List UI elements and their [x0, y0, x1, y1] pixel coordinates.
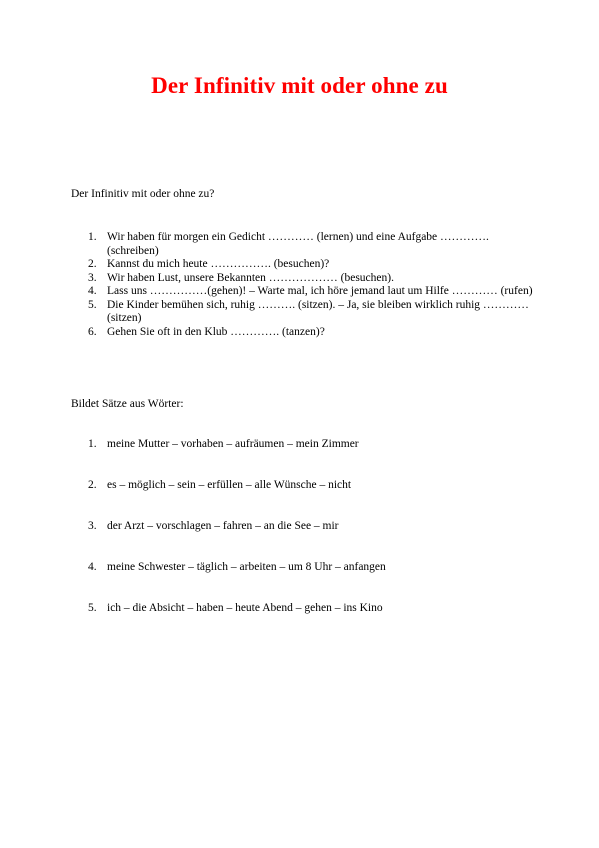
item-number: 5. [88, 602, 97, 614]
item-text: ich – die Absicht – haben – heute Abend – gehen – ins Kino [107, 602, 383, 614]
list-item [71, 561, 541, 602]
list-item [71, 326, 541, 340]
exercise2-list [71, 438, 541, 643]
exercise1-list [71, 231, 541, 339]
item-number: 1. [88, 231, 97, 243]
item-number: 2. [88, 479, 97, 491]
item-number: 6. [88, 325, 97, 338]
item-text: es – möglich – sein – erfüllen – alle Wünsche – nicht [107, 479, 352, 491]
item-text: Wir haben Lust, unsere Bekannten ……………… (besuchen). [107, 271, 394, 284]
list-item [71, 479, 541, 520]
list-item [71, 299, 541, 326]
list-item [71, 272, 541, 286]
list-item [71, 231, 541, 258]
list-item [71, 285, 541, 299]
list-item [71, 520, 541, 561]
section2-heading: Bildet Sätze aus Wörter: [71, 398, 184, 410]
item-text: Lass uns ……………(gehen)! – Warte mal, ich höre jemand laut um Hilfe ………… (rufen) [107, 285, 533, 297]
item-number: 3. [88, 271, 97, 284]
item-number: 4. [88, 285, 97, 297]
item-text: Gehen Sie oft in den Klub …………. (tanzen)? [107, 325, 325, 338]
item-text: Wir haben für morgen ein Gedicht ………… (lernen) und eine Aufgabe …………. (schreiben) [107, 231, 489, 257]
list-item [71, 438, 541, 479]
item-text: Kannst du mich heute ……………. (besuchen)? [107, 258, 330, 270]
item-number: 4. [88, 561, 97, 573]
list-item [71, 258, 541, 272]
item-number: 2. [88, 258, 97, 270]
list-item [71, 602, 541, 643]
item-text: Die Kinder bemühen sich, ruhig ………. (sitzen). – Ja, sie bleiben wirklich ruhig …………(sitzen) [107, 298, 529, 324]
item-text: der Arzt – vorschlagen – fahren – an die See – mir [107, 520, 339, 532]
item-text: meine Schwester – täglich – arbeiten – um 8 Uhr – anfangen [107, 561, 386, 573]
item-number: 3. [88, 520, 97, 532]
item-number: 1. [88, 438, 97, 450]
section1-heading: Der Infinitiv mit oder ohne zu? [71, 188, 215, 200]
item-text: meine Mutter – vorhaben – aufräumen – mein Zimmer [107, 438, 359, 450]
item-number: 5. [88, 298, 97, 311]
page-title: Der Infinitiv mit oder ohne zu [151, 73, 448, 98]
